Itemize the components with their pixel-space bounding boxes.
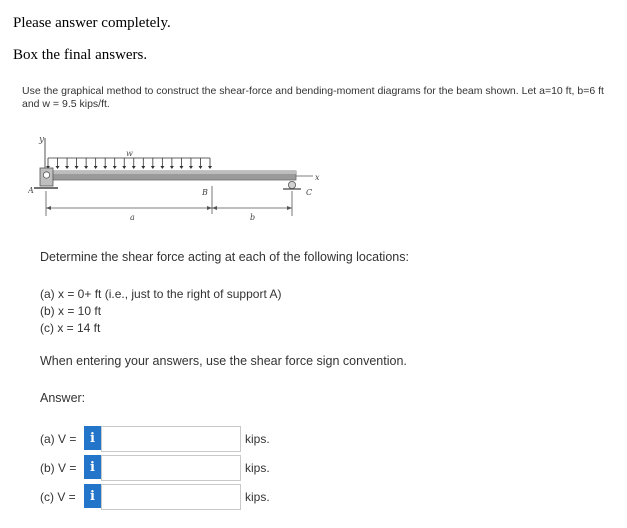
determine-prompt: Determine the shear force acting at each of the following locations: xyxy=(40,250,409,264)
beam-highlight xyxy=(46,171,296,174)
load-arrowhead xyxy=(208,166,212,169)
answer-c-label: (c) V = xyxy=(40,490,76,504)
answer-b-unit: kips. xyxy=(245,461,270,475)
y-axis-label: y xyxy=(39,135,45,145)
load-arrowhead xyxy=(151,166,155,169)
load-arrowhead xyxy=(198,166,202,169)
location-a: (a) x = 0+ ft (i.e., just to the right of support A) xyxy=(40,287,282,301)
load-arrowhead xyxy=(132,166,136,169)
distributed-load xyxy=(46,158,212,169)
load-arrowhead xyxy=(170,166,174,169)
answer-a-input[interactable] xyxy=(101,426,241,452)
load-arrowhead xyxy=(160,166,164,169)
load-arrowhead xyxy=(189,166,193,169)
load-arrowhead xyxy=(65,166,69,169)
answer-b-input[interactable] xyxy=(101,455,241,481)
dim-b-label: b xyxy=(250,213,256,222)
instruction-line-2: Box the final answers. xyxy=(13,47,148,63)
sign-convention-note: When entering your answers, use the shear force sign convention. xyxy=(40,354,407,368)
label-c: C xyxy=(306,188,313,197)
problem-statement: Use the graphical method to construct the shear-force and bending-moment diagrams for the beam shown. Let a=10 ft, b=6 ft and w = 9.5 kips/ft. xyxy=(22,85,604,110)
load-arrowhead xyxy=(94,166,98,169)
location-b: (b) x = 10 ft xyxy=(40,304,102,318)
load-arrowhead xyxy=(179,166,183,169)
load-arrowhead xyxy=(75,166,79,169)
label-a: A xyxy=(28,186,34,195)
roller-support-icon xyxy=(283,181,301,189)
beam-diagram xyxy=(28,128,328,228)
label-b-point: B xyxy=(202,188,208,197)
location-c: (c) x = 14 ft xyxy=(40,321,101,335)
load-arrowhead xyxy=(103,166,107,169)
load-arrowhead xyxy=(113,166,117,169)
answer-a-unit: kips. xyxy=(245,432,270,446)
answer-b-label: (b) V = xyxy=(40,461,77,475)
info-icon-b[interactable]: i xyxy=(84,455,101,479)
instruction-line-1: Please answer completely. xyxy=(13,15,171,31)
x-axis-label: x xyxy=(315,173,320,182)
info-icon-c[interactable]: i xyxy=(84,484,101,508)
info-icon-a[interactable]: i xyxy=(84,426,101,450)
dim-a-label: a xyxy=(130,213,135,222)
load-arrowhead xyxy=(122,166,126,169)
load-arrowhead xyxy=(84,166,88,169)
load-arrowhead xyxy=(56,166,60,169)
answer-a-label: (a) V = xyxy=(40,432,77,446)
load-label: w xyxy=(126,149,133,158)
answer-c-input[interactable] xyxy=(101,484,241,510)
answer-c-unit: kips. xyxy=(245,490,270,504)
answer-heading: Answer: xyxy=(40,391,86,405)
load-arrowhead xyxy=(141,166,145,169)
